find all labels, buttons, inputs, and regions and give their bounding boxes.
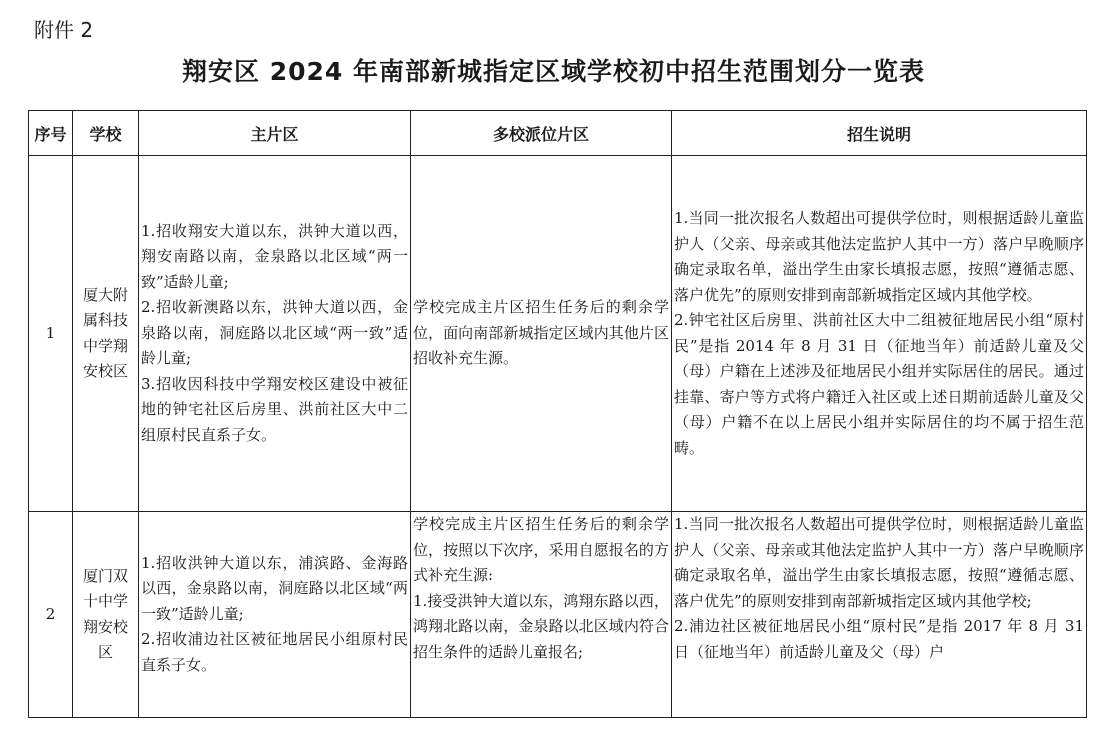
main-area-item: 2.招收浦边社区被征地居民小组原村民直系子女。: [141, 630, 408, 674]
multi-area-cell: [411, 512, 672, 718]
note-item: 1.当同一批次报名人数超出可提供学位时，则根据适龄儿童监护人（父亲、母亲或其他法定监护人其中一方）落户早晚顺序确定录取名单，溢出学生由家长填报志愿，按照“遵循志愿、落户优先”的原则安排到南部新城指定区域内其他学校。: [674, 209, 1084, 304]
note-item: 1.当同一批次报名人数超出可提供学位时，则根据适龄儿童监护人（父亲、母亲或其他法定监护人其中一方）落户早晚顺序确定录取名单，溢出学生由家长填报志愿，按照“遵循志愿、落户优先”的原则安排到南部新城指定区域内其他学校;: [674, 515, 1084, 610]
school-name: 厦门双十中学翔安校区: [73, 512, 139, 718]
col-header-school: 学校: [73, 111, 139, 156]
col-header-multi-area: 多校派位片区: [411, 111, 672, 156]
row-index: 2: [29, 512, 73, 718]
document-title: 翔安区 2024 年南部新城指定区域学校初中招生范围划分一览表: [182, 57, 925, 86]
main-area-item: 2.招收新澳路以东，洪钟大道以西，金泉路以南，洞庭路以北区域“两一致”适龄儿童;: [141, 298, 408, 368]
row-index: 1: [29, 156, 73, 512]
col-header-index: 序号: [29, 111, 73, 156]
table-row: [29, 512, 1087, 718]
main-area-item: 1.招收洪钟大道以东，浦滨路、金海路以西，金泉路以南，洞庭路以北区域“两一致”适龄儿童;: [141, 553, 408, 623]
note-item: 2.钟宅社区后房里、洪前社区大中二组被征地居民小组“原村民”是指 2014 年 8 月 31 日（征地当年）前适龄儿童及父（母）户籍在上述涉及征地居民小组并实际居住的居民。通过挂靠、寄户等方式将户籍迁入社区或上述日期前适龄儿童及父（母）户籍不在以上居民小组并实际居住的均不属于招生范畴。: [674, 311, 1084, 457]
table-row: [29, 156, 1087, 512]
col-header-main-area: 主片区: [139, 111, 411, 156]
main-area-item: 1.招收翔安大道以东，洪钟大道以西，翔安南路以南，金泉路以北区域“两一致”适龄儿童;: [141, 221, 408, 291]
multi-area-item: 1.接受洪钟大道以东，鸿翔东路以西，鸿翔北路以南，金泉路以北区域内符合招生条件的适龄儿童报名;: [413, 591, 669, 661]
main-area-item: 3.招收因科技中学翔安校区建设中被征地的钟宅社区后房里、洪前社区大中二组原村民直系子女。: [141, 374, 408, 444]
note-item: 2.浦边社区被征地居民小组“原村民”是指 2017 年 8 月 31 日（征地当年）前适龄儿童及父（母）户: [674, 617, 1084, 661]
main-area-cell: [139, 512, 411, 718]
table-header-row: [29, 111, 1087, 156]
main-area-cell: [139, 156, 411, 512]
multi-area-cell: [411, 156, 672, 512]
attachment-label: 附件 2: [34, 18, 94, 42]
col-header-notes: 招生说明: [672, 111, 1087, 156]
enrollment-table: [28, 110, 1087, 718]
multi-area-item: 学校完成主片区招生任务后的剩余学位，面向南部新城指定区域内其他片区招收补充生源。: [413, 298, 669, 368]
notes-cell: [672, 512, 1087, 718]
notes-cell: [672, 156, 1087, 512]
school-name: 厦大附属科技中学翔安校区: [73, 156, 139, 512]
multi-area-item: 学校完成主片区招生任务后的剩余学位，按照以下次序，采用自愿报名的方式补充生源:: [413, 515, 669, 584]
